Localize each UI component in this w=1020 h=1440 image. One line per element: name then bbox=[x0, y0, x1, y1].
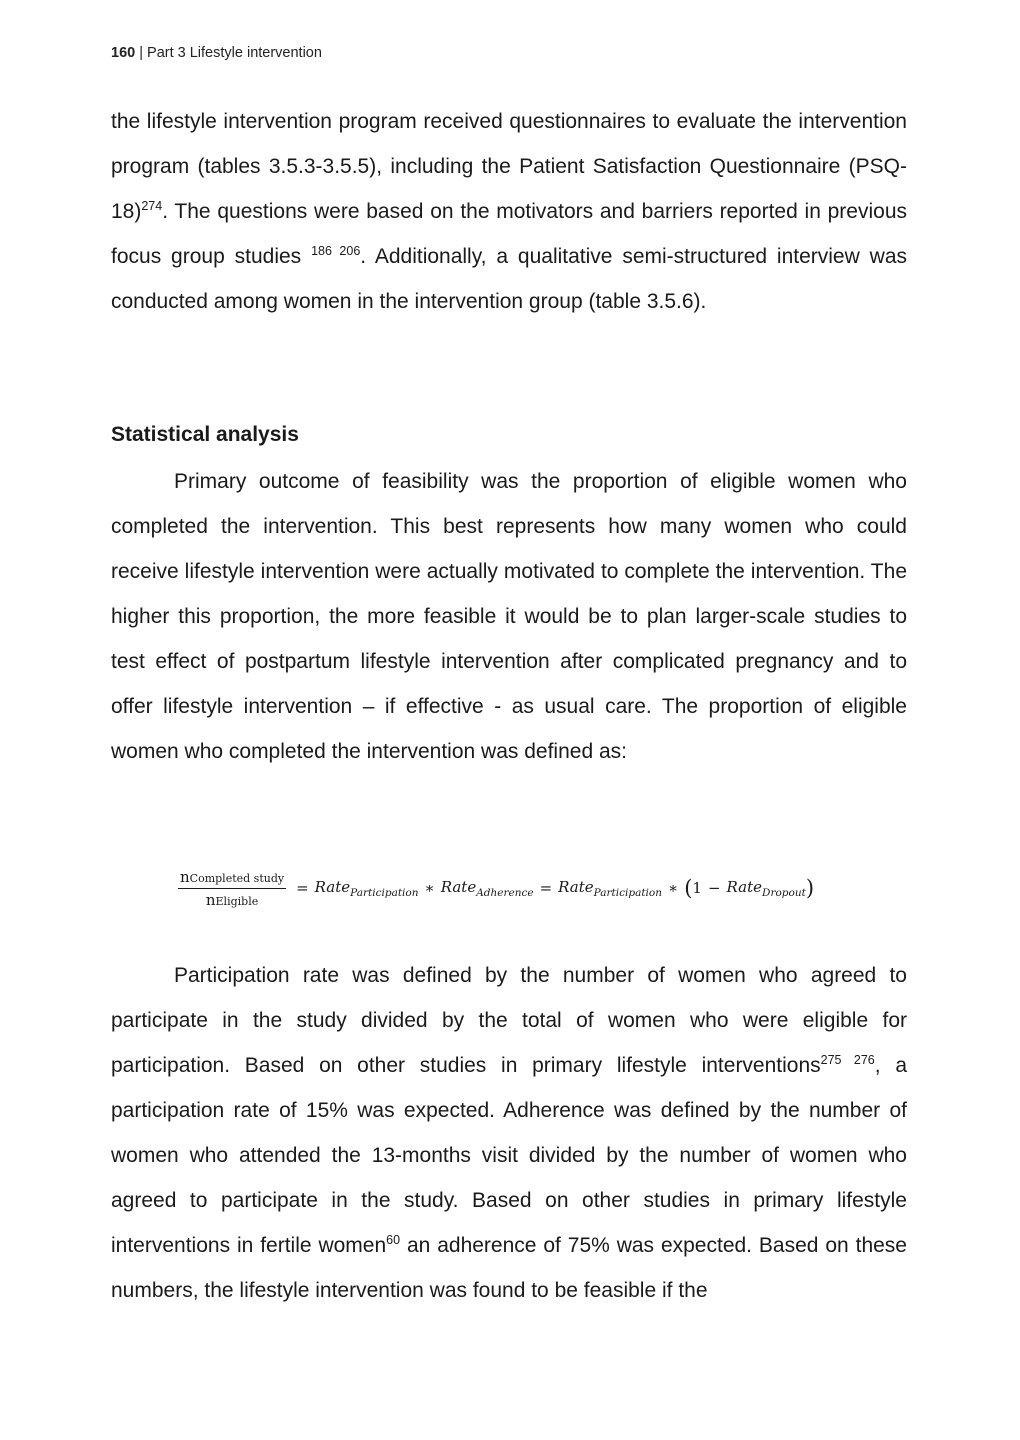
section-title: Part 3 Lifestyle intervention bbox=[147, 45, 322, 61]
rate-dropout: Rate$_{Dropout}$ bbox=[726, 877, 806, 899]
rate-adherence: Rate$_{Adherence}$ bbox=[440, 877, 534, 899]
citation-60: 60 bbox=[386, 1233, 401, 1247]
paragraph-participation-rate bbox=[111, 953, 907, 1313]
right-paren: ) bbox=[805, 875, 815, 900]
minus-sign: − bbox=[707, 879, 721, 897]
fraction-denominator: nEligible bbox=[205, 890, 259, 909]
formula-fraction bbox=[178, 868, 286, 909]
number-one: 1 bbox=[692, 879, 702, 897]
para3-text-3: an adherence of 75% was expected. Based on these numbers, the lifestyle intervention was found to be feasible if the bbox=[111, 1234, 907, 1302]
times-sign: ∗ bbox=[424, 879, 435, 897]
times-sign: ∗ bbox=[668, 879, 679, 897]
fraction-numerator: nCompleted study bbox=[178, 868, 286, 889]
running-header bbox=[111, 45, 322, 61]
rate-participation: Rate$_{Participation}$ bbox=[314, 877, 419, 899]
feasibility-formula bbox=[178, 862, 814, 914]
left-paren: ( bbox=[684, 875, 693, 900]
para3-text-2: , a participation rate of 15% was expected. Adherence was defined by the number of women who attended the 13-months visit divided by the number of women who agreed to participate in the study. Based on other studies in primary lifestyle interventions in fertile women bbox=[111, 1054, 907, 1257]
paragraph-questionnaires bbox=[111, 99, 907, 324]
citation-275-276: 275 276 bbox=[820, 1053, 875, 1067]
paragraph-primary-outcome: Primary outcome of feasibility was the proportion of eligible women who completed the intervention. This best represents how many women who could receive lifestyle intervention were actually motivated to complete the intervention. The higher this proportion, the more feasible it would be to plan larger-scale studies to test effect of postpartum lifestyle intervention after complicated pregnancy and to offer lifestyle intervention – if effective - as usual care. The proportion of eligible women who completed the intervention was defined as: bbox=[111, 470, 907, 763]
para1-text-3: . Additionally, a qualitative semi-structured interview was conducted among women in the intervention group (table 3.5.6). bbox=[111, 245, 907, 313]
section-heading: Statistical analysis bbox=[111, 423, 299, 446]
equals-sign: = bbox=[296, 879, 309, 897]
para1-text-1: the lifestyle intervention program received questionnaires to evaluate the intervention program (tables 3.5.3-3.5.5), including the Patient Satisfaction Questionnaire (PSQ-18) bbox=[111, 110, 907, 223]
page-number: 160 bbox=[111, 45, 136, 61]
para1-text-2: . The questions were based on the motivators and barriers reported in previous focus group studies bbox=[111, 200, 907, 268]
header-separator: | bbox=[135, 45, 148, 61]
citation-186-206: 186 206 bbox=[311, 244, 361, 258]
citation-274: 274 bbox=[141, 199, 163, 213]
equals-sign: = bbox=[539, 879, 553, 897]
rate-participation: Rate$_{Participation}$ bbox=[558, 877, 663, 899]
para3-text-1: Participation rate was defined by the number of women who agreed to participate in the study divided by the total of women who were eligible for participation. Based on other studies in primary lifestyle interventions bbox=[111, 964, 907, 1077]
